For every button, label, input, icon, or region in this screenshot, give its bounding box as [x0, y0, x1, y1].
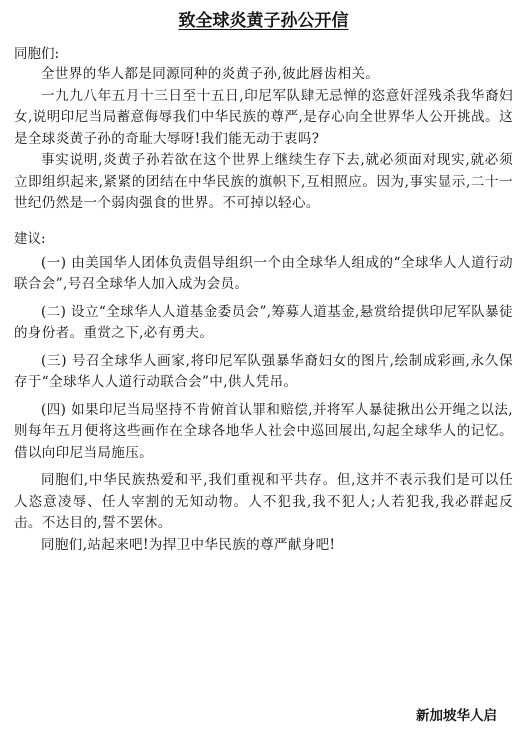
salutation: 同胞们: — [14, 46, 60, 62]
signature: 新加坡华人启 — [416, 708, 497, 724]
closing-paragraph: 同胞们,中华民族热爱和平,我们重视和平共存。但,这并不表示我们是可以任人恣意凌辱、任人宰割的无知动物。人不犯我,我不犯人;人若犯我,我必群起反击。不达目的,誓不罢休。 — [14, 472, 513, 531]
proposals-label: 建议: — [14, 230, 46, 247]
proposal-2: (二) 设立“全球华人人道基金委员会”,筹募人道基金,悬赏给提供印尼军队暴徒的身份者。重赏之下,必有勇夫。 — [14, 303, 513, 341]
intro-paragraph: 全世界的华人都是同源同种的炎黄子孙,彼此唇齿相关。 — [41, 66, 380, 82]
closing-call: 同胞们,站起来吧!为捍卫中华民族的尊严献身吧! — [41, 536, 336, 553]
unity-paragraph: 事实说明,炎黄子孙若欲在这个世界上继续生存下去,就必须面对现实,就必须立即组织起来,紧紧的团结在中华民族的旗帜下,互相照应。因为,事实显示,二十一世纪仍然是一个弱肉强食的世界。不可掉以轻心。 — [14, 152, 513, 211]
proposal-1: (一) 由美国华人团体负责倡导组织一个由全球华人组成的“全球华人人道行动联合会”,号召全球华人加入成为会员。 — [14, 254, 513, 292]
proposal-4: (四) 如果印尼当局坚持不肯俯首认罪和赔偿,并将军人暴徒揪出公开绳之以法,则每年五月便将这些画作在全球各地华人社会中巡回展出,勾起全球华人的记忆。借以向印尼当局施压。 — [14, 401, 513, 461]
incident-paragraph: 一九九八年五月十三日至十五日,印尼军队肆无忌惮的恣意奸淫残杀我华裔妇女,说明印尼当局蓄意侮辱我们中华民族的尊严,是存心向全世界华人公开挑战。这是全球炎黄子孙的奇耻大辱呀!我们能无动于衷吗? — [14, 87, 513, 147]
section-gap — [14, 215, 513, 229]
letter-title: 致全球炎黄子孙公开信 — [178, 11, 349, 31]
proposal-3: (三) 号召全球华人画家,将印尼军队强暴华裔妇女的图片,绘制成彩画,永久保存于“全球华人人道行动联合会”中,供人凭吊。 — [14, 352, 513, 390]
